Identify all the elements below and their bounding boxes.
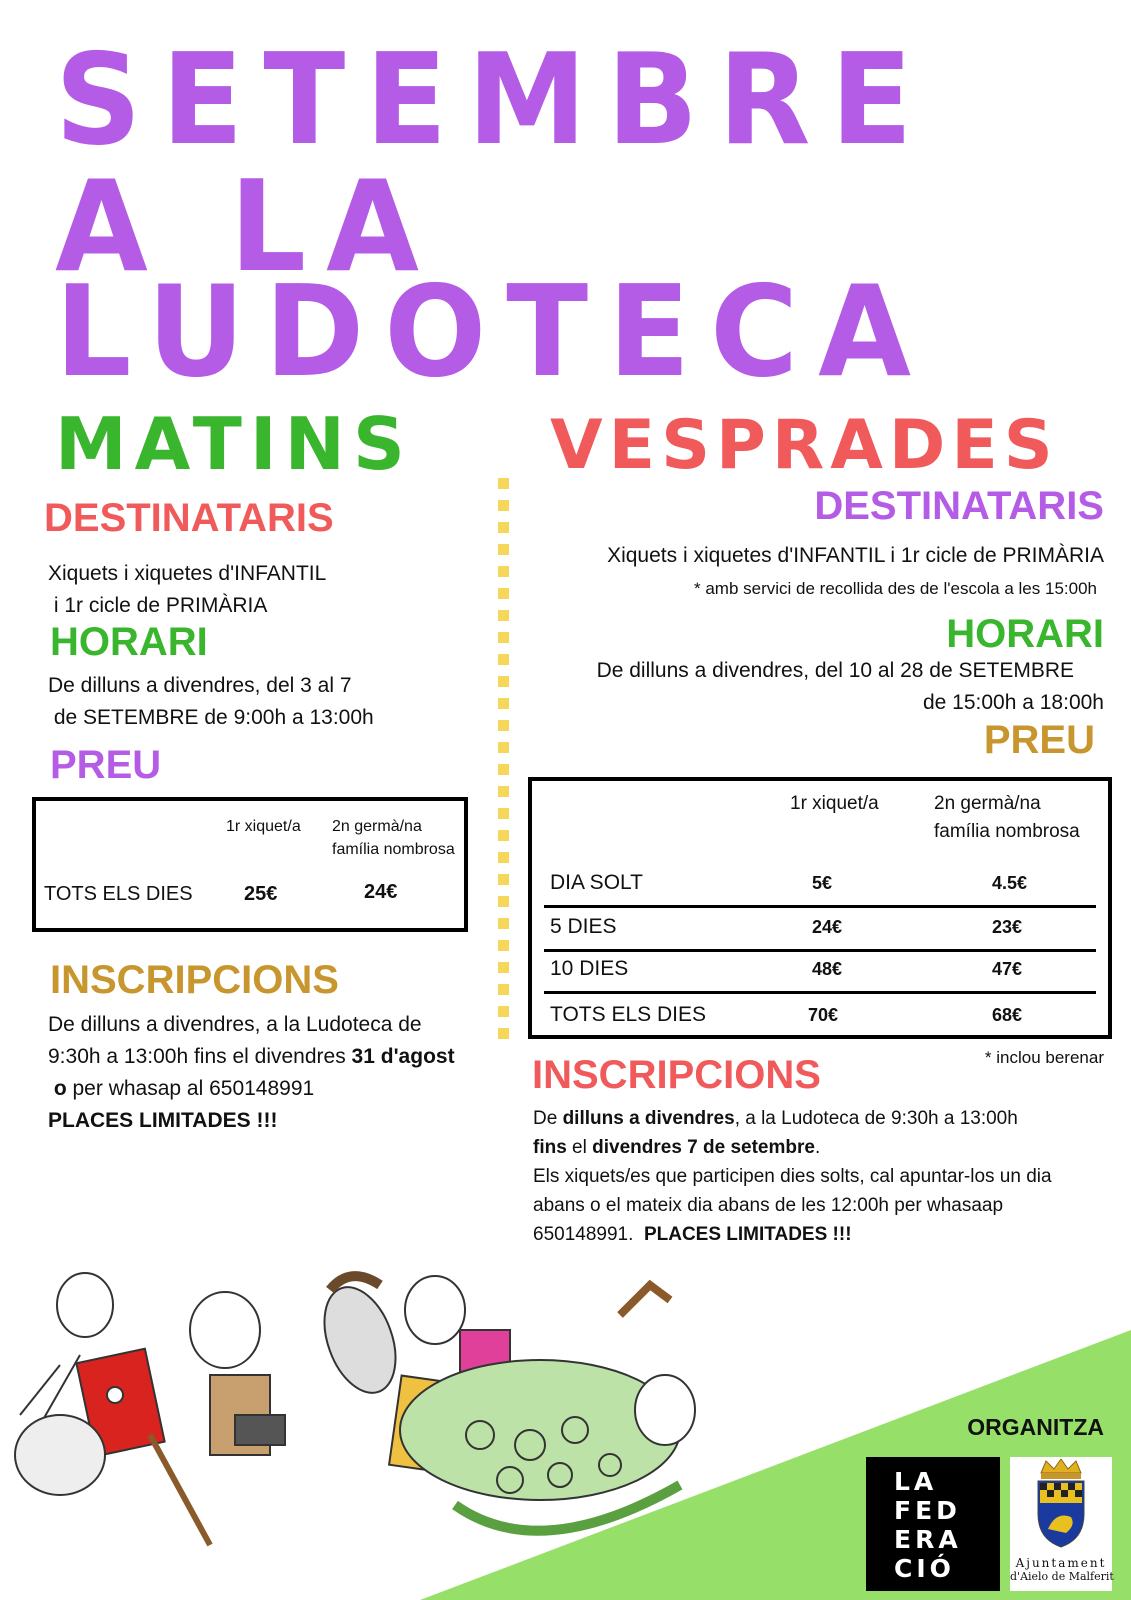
vesprades-destinataris-heading: DESTINATARIS	[814, 484, 1104, 528]
insc-phone: 650148991.	[533, 1224, 644, 1245]
coat-of-arms-icon	[1026, 1459, 1096, 1551]
matins-row-label: TOTS ELS DIES	[44, 883, 193, 905]
row-label: DIA SOLT	[550, 871, 643, 894]
vesprades-destinataris-line1: Xiquets i xiquetes d'INFANTIL i 1r cicle de PRIMÀRIA	[607, 544, 1104, 567]
matins-preu-heading: PREU	[50, 743, 162, 787]
row-price-2: 47€	[992, 959, 1023, 979]
vesprades-insc-block	[533, 1104, 1052, 1249]
matins-inscripcions-heading: INSCRIPCIONS	[50, 958, 339, 1002]
insc-line-3: Els xiquets/es que participen dies solts, cal apuntar-los un dia	[533, 1166, 1052, 1187]
vesprades-col2-header-line2: família nombrosa	[934, 821, 1080, 842]
logo-text: LA	[894, 1467, 938, 1496]
berenar-note: * inclou berenar	[984, 1048, 1104, 1067]
table-row	[544, 1001, 1096, 1033]
title-line-2: A LA	[55, 154, 439, 301]
matins-insc-o: o	[48, 1077, 67, 1100]
matins-horari-line1: De dilluns a divendres, del 3 al 7	[48, 674, 352, 697]
children-illustration	[0, 1245, 720, 1600]
row-price-1: 5€	[812, 873, 833, 893]
ajuntament-line2: d'Aielo de Malferit	[1010, 1570, 1114, 1583]
row-label: 10 DIES	[550, 957, 629, 980]
ajuntament-line1: Ajuntament	[1015, 1556, 1107, 1570]
vesprades-horari-heading: HORARI	[946, 612, 1104, 656]
vesprades-col2-header-line1: 2n germà/na	[934, 793, 1041, 814]
matins-insc-line2-text: 9:30h a 13:00h fins el divendres	[48, 1045, 352, 1068]
table-row	[544, 871, 1096, 908]
insc-text: De	[533, 1108, 563, 1129]
matins-horari-line2: de SETEMBRE de 9:00h a 13:00h	[48, 706, 374, 729]
title-line-1: SETEMBRE	[55, 27, 933, 174]
row-label: 5 DIES	[550, 915, 617, 938]
row-price-1: 70€	[808, 1005, 839, 1025]
title-line-3: LUDOTECA	[55, 259, 932, 406]
vesprades-inscripcions-heading: INSCRIPCIONS	[532, 1053, 821, 1097]
matins-destinataris-line2: i 1r cicle de PRIMÀRIA	[48, 594, 268, 617]
organitza-label: ORGANITZA	[967, 1414, 1104, 1440]
matins-price-2: 24€	[364, 881, 398, 903]
logo-text: FED	[894, 1496, 961, 1525]
matins-price-table	[32, 797, 468, 932]
matins-insc-line1: De dilluns a divendres, a la Ludoteca de	[48, 1013, 422, 1036]
insc-line-1	[533, 1104, 1052, 1133]
matins-col2-header-line2: família nombrosa	[332, 841, 455, 858]
insc-line-2	[533, 1133, 1052, 1162]
insc-bold: fins	[533, 1137, 567, 1158]
matins-insc-line3	[48, 1073, 314, 1105]
vesprades-col1-header: 1r xiquet/a	[790, 793, 879, 814]
row-price-1: 24€	[812, 917, 843, 937]
la-federacio-logo	[866, 1457, 1000, 1591]
matins-insc-deadline: 31 d'agost	[351, 1045, 455, 1068]
insc-places-limitades: PLACES LIMITADES !!!	[643, 1224, 852, 1245]
matins-col2-header-line1: 2n germà/na	[332, 818, 422, 835]
matins-destinataris-line1: Xiquets i xiquetes d'INFANTIL	[48, 562, 327, 585]
insc-text: el	[566, 1137, 593, 1158]
insc-deadline: divendres 7 de setembre	[592, 1137, 815, 1158]
insc-bold: dilluns a divendres	[562, 1108, 735, 1129]
insc-text: .	[814, 1137, 821, 1158]
vesprades-preu-heading: PREU	[983, 718, 1095, 762]
matins-insc-line2	[48, 1041, 455, 1073]
row-label: TOTS ELS DIES	[550, 1003, 706, 1026]
table-row	[544, 955, 1096, 994]
vesprades-price-table	[528, 777, 1112, 1039]
vesprades-horari-line1: De dilluns a divendres, del 10 al 28 de SETEMBRE	[596, 659, 1074, 682]
row-price-2: 68€	[992, 1005, 1023, 1025]
vesprades-destinataris-note: * amb servici de recollida des de l'escola a les 15:00h	[694, 579, 1097, 598]
row-price-2: 4.5€	[992, 873, 1028, 893]
vesprades-heading: VESPRADES	[550, 406, 1059, 485]
ajuntament-logo	[1010, 1457, 1112, 1591]
matins-horari-heading: HORARI	[50, 620, 208, 664]
logo-text: ERA	[894, 1525, 962, 1554]
insc-line-4: abans o el mateix dia abans de les 12:00h per whasaap	[533, 1195, 1004, 1216]
row-price-1: 48€	[812, 959, 843, 979]
matins-price-1: 25€	[244, 883, 278, 905]
column-divider	[498, 478, 509, 1048]
row-price-2: 23€	[992, 917, 1023, 937]
matins-col1-header: 1r xiquet/a	[226, 818, 301, 835]
table-row	[544, 915, 1096, 952]
matins-heading: MATINS	[55, 402, 413, 486]
matins-insc-phone: per whasap al 650148991	[66, 1077, 315, 1100]
logo-text: CIÓ	[894, 1554, 955, 1583]
vesprades-horari-line2: de 15:00h a 18:00h	[922, 691, 1104, 714]
insc-text: , a la Ludoteca de 9:30h a 13:00h	[734, 1108, 1018, 1129]
matins-places-limitades: PLACES LIMITADES !!!	[48, 1109, 278, 1132]
matins-destinataris-heading: DESTINATARIS	[44, 496, 334, 540]
